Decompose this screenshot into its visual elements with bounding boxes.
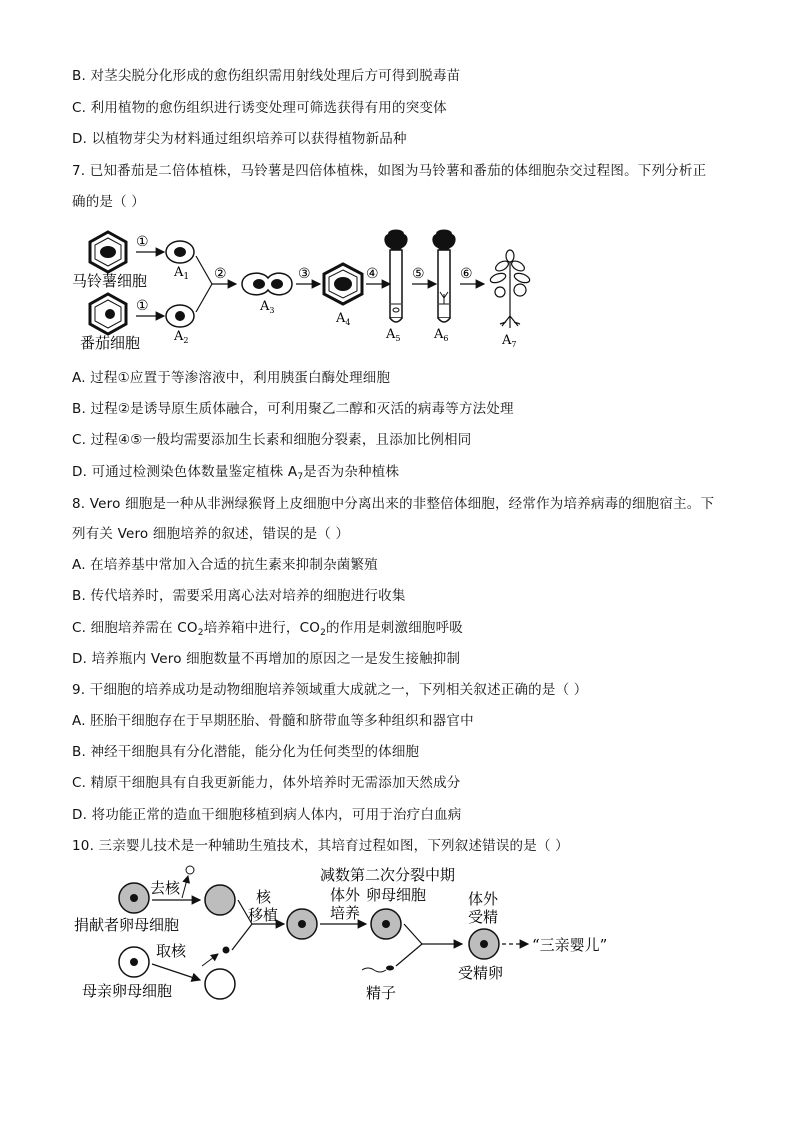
- label-meiosis: 减数第二次分裂中期: [320, 866, 456, 884]
- q7-option-c: C. 过程④⑤一般均需要添加生长素和细胞分裂素，且添加比例相同: [72, 432, 472, 448]
- q9-option-d: D. 将功能正常的造血干细胞移植到病人体内，可用于治疗白血病: [72, 807, 462, 823]
- q6-option-c: C. 利用植物的愈伤组织进行诱变处理可筛选获得有用的突变体: [72, 100, 447, 116]
- label-zygote: 受精卵: [458, 964, 504, 982]
- zygote: [469, 929, 499, 959]
- label-sperm: 精子: [366, 984, 397, 1002]
- label-a1: $A_1$: [174, 265, 190, 282]
- hybrid-cell-a4: [324, 264, 362, 304]
- step-4: ④: [366, 266, 379, 282]
- step-6: ⑥: [460, 266, 473, 282]
- label-culture-1: 体外: [330, 886, 361, 904]
- tomato-cell: [90, 294, 126, 334]
- q8-stem-line1: 8. Vero 细胞是一种从非洲绿猴肾上皮细胞中分离出来的非整倍体细胞，经常作为培养病毒的细胞宿主。下: [72, 496, 715, 512]
- q9-option-a: A. 胚胎干细胞存在于早期胚胎、骨髓和脐带血等多种组织和器官中: [72, 713, 474, 729]
- label-transfer-1: 核: [256, 888, 272, 906]
- label-culture-2: 培养: [330, 904, 361, 922]
- q7-hybridization-figure: [70, 228, 540, 358]
- q7-stem-line2: 确的是（ ）: [72, 194, 145, 210]
- q8-stem-line2: 列有关 Vero 细胞培养的叙述，错误的是（ ）: [72, 526, 350, 542]
- label-a2: $A_2$: [174, 329, 189, 345]
- label-enucleate: 去核: [150, 879, 181, 897]
- label-mother: 母亲卵母细胞: [82, 982, 173, 1000]
- label-a6: $A_6$: [434, 327, 449, 343]
- step-1-top: ①: [136, 234, 149, 250]
- hybrid-plant-a7: [489, 250, 531, 328]
- label-potato-cell: 马铃薯细胞: [72, 272, 148, 290]
- q9-option-b: B. 神经干细胞具有分化潜能，能分化为任何类型的体细胞: [72, 744, 420, 760]
- q7-option-d: D. 可通过检测染色体数量鉴定植株 $A_7$是否为杂种植株: [72, 464, 400, 482]
- label-fert-1: 体外: [468, 890, 499, 908]
- q7-stem-line1: 7. 已知番茄是二倍体植株，马铃薯是四倍体植株，如图为马铃薯和番茄的体细胞杂交过程图。下列分析正: [72, 163, 707, 179]
- label-result: “三亲婴儿”: [532, 936, 608, 954]
- fusing-protoplast-a3: [242, 273, 292, 295]
- mature-oocyte: [371, 909, 401, 939]
- step-1-bottom: ①: [136, 298, 149, 314]
- q8-option-d: D. 培养瓶内 Vero 细胞数量不再增加的原因之一是发生接触抑制: [72, 651, 461, 667]
- label-a4: $A_4$: [336, 311, 351, 327]
- label-tomato-cell: 番茄细胞: [80, 334, 141, 352]
- protoplast-a1: [166, 241, 194, 263]
- label-a7: $A_7$: [502, 333, 517, 349]
- potato-cell: [90, 232, 126, 272]
- label-a5: $A_5$: [386, 327, 401, 343]
- label-donor: 捐献者卵母细胞: [74, 916, 180, 934]
- removed-nucleus: [186, 866, 194, 874]
- test-tube-a6: [432, 230, 455, 323]
- q8-option-a: A. 在培养基中常加入合适的抗生素来抑制杂菌繁殖: [72, 557, 378, 573]
- q6-option-d: D. 以植物芽尖为材料通过组织培养可以获得植物新品种: [72, 131, 407, 147]
- q10-stem: 10. 三亲婴儿技术是一种辅助生殖技术，其培育过程如图，下列叙述错误的是（ ）: [72, 838, 569, 854]
- taken-nucleus: [223, 947, 230, 954]
- q7-option-a: A. 过程①应置于等渗溶液中，利用胰蛋白酶处理细胞: [72, 370, 391, 386]
- q8-option-b: B. 传代培养时，需要采用离心法对培养的细胞进行收集: [72, 588, 406, 604]
- q8-option-c: C. 细胞培养需在 $CO_2$培养箱中进行，$CO_2$的作用是刺激细胞呼吸: [72, 620, 463, 638]
- test-tube-a5: [384, 230, 407, 323]
- q9-stem: 9. 干细胞的培养成功是动物细胞培养领域重大成就之一，下列相关叙述正确的是（ ）: [72, 682, 588, 698]
- q7-option-b: B. 过程②是诱导原生质体融合，可利用聚乙二醇和灭活的病毒等方法处理: [72, 401, 514, 417]
- mother-oocyte: [119, 947, 149, 977]
- enucleated-oocyte: [205, 885, 235, 915]
- label-take-nucleus: 取核: [156, 942, 187, 960]
- step-2: ②: [214, 266, 227, 282]
- reconstructed-oocyte: [287, 909, 317, 939]
- label-transfer-2: 移植: [248, 906, 279, 924]
- donor-oocyte: [119, 883, 149, 913]
- q10-three-parent-figure: [70, 862, 630, 1007]
- label-a3: $A_3$: [260, 299, 275, 315]
- q9-option-c: C. 精原干细胞具有自我更新能力，体外培养时无需添加天然成分: [72, 775, 461, 791]
- label-fert-2: 受精: [468, 908, 499, 926]
- emptied-mother-oocyte: [205, 969, 235, 999]
- sperm: [362, 966, 394, 973]
- q6-option-b: B. 对茎尖脱分化形成的愈伤组织需用射线处理后方可得到脱毒苗: [72, 68, 461, 84]
- step-5: ⑤: [412, 266, 425, 282]
- step-3: ③: [298, 266, 311, 282]
- label-oocyte: 卵母细胞: [366, 886, 427, 904]
- protoplast-a2: [166, 305, 194, 327]
